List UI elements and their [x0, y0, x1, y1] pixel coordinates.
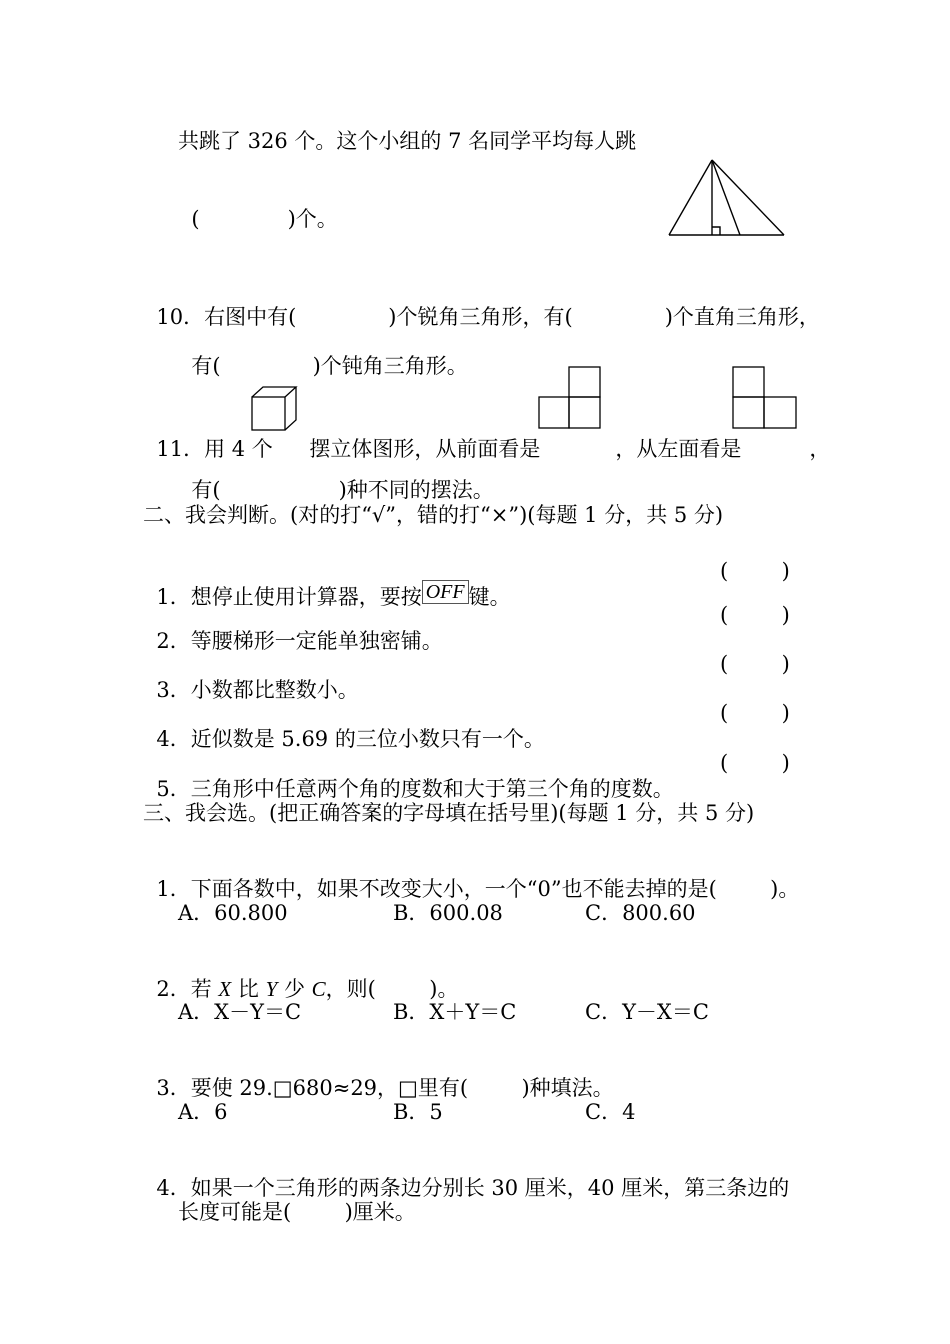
front-view-figure: [538, 366, 602, 430]
left-view-figure: [732, 366, 798, 430]
section-3-title: 三、我会选。(把正确答案的字母填在括号里)(每题 1 分，共 5 分): [143, 801, 755, 825]
judge-item-5-text: 三角形中任意两个角的度数和大于第三个角的度数。: [190, 777, 674, 801]
choice-q2-var-c: C: [311, 977, 326, 1001]
choice-q2-var-x: X: [218, 977, 232, 1001]
q11-text-3: ，从左面看是: [615, 437, 742, 461]
judge-item-1-number: 1．: [156, 585, 191, 609]
judge-item-2-text: 等腰梯形一定能单独密铺。: [190, 629, 443, 653]
q11-text-5: 有(: [191, 478, 221, 502]
q10-number: 10．: [156, 305, 205, 329]
choice-q1-option-b[interactable]: B．600.08: [393, 901, 503, 925]
choice-q4-text-1: 如果一个三角形的两条边分别长 30 厘米，40 厘米，第三条边的: [190, 1176, 790, 1200]
judge-item-5: [143, 750, 674, 802]
q9-line-1: 共跳了 326 个。这个小组的 7 名同学平均每人跳: [178, 129, 637, 153]
choice-q2: [143, 950, 458, 1002]
choice-q1: [143, 850, 799, 902]
choice-q3: [143, 1049, 614, 1101]
choice-q2-var-y: Y: [265, 977, 278, 1001]
judge-item-1-answer[interactable]: ( ): [720, 559, 790, 583]
judge-item-1-text-end: 键。: [468, 585, 511, 609]
right-angle-mark: [712, 227, 720, 235]
triangle-right-side: [712, 160, 784, 235]
judge-item-2-answer[interactable]: ( ): [720, 603, 790, 627]
triangle-figure: [668, 158, 786, 240]
choice-q2-text-4: ，则( )。: [325, 977, 459, 1001]
choice-q3-option-a[interactable]: A．6: [178, 1100, 228, 1124]
choice-q4: [143, 1149, 789, 1201]
choice-q3-number: 3．: [156, 1076, 191, 1100]
q9-paren-open: (: [191, 207, 200, 231]
choice-q3-option-c[interactable]: C．4: [585, 1100, 636, 1124]
choice-q4-line-2: 长度可能是( )厘米。: [178, 1200, 416, 1224]
cube-icon: [251, 386, 297, 432]
triangle-inner-line: [712, 160, 740, 235]
q9-line-2: [178, 180, 338, 232]
choice-q4-number: 4．: [156, 1176, 191, 1200]
choice-q2-text-2: 比: [231, 977, 266, 1001]
choice-q3-text: 要使 29.□680≈29，□里有( )种填法。: [190, 1076, 614, 1100]
q11-line-1d: [796, 410, 830, 462]
q11-text-1: 用 4 个: [204, 437, 273, 461]
q10-text-5: )个钝角三角形。: [312, 354, 468, 378]
q11-line-1c: [602, 410, 741, 462]
q9-paren-close: )个。: [287, 207, 338, 231]
choice-q2-option-a[interactable]: A．X－Y＝C: [178, 1000, 302, 1024]
q10-text-2: )个锐角三角形，有(: [388, 305, 573, 329]
choice-q2-number: 2．: [156, 977, 191, 1001]
q11-text-6: )种不同的摆法。: [338, 478, 494, 502]
choice-q2-option-c[interactable]: C．Y－X＝C: [585, 1000, 709, 1024]
choice-q2-text-3: 少: [277, 977, 312, 1001]
judge-item-2-number: 2．: [156, 629, 191, 653]
judge-item-5-answer[interactable]: ( ): [720, 751, 790, 775]
judge-item-1-text: 想停止使用计算器，要按: [190, 585, 422, 609]
q10-text-4: 有(: [191, 354, 221, 378]
off-key-icon: OFF: [422, 580, 469, 604]
judge-item-3-answer[interactable]: ( ): [720, 652, 790, 676]
judge-item-3-text: 小数都比整数小。: [190, 678, 359, 702]
judge-item-3-number: 3．: [156, 678, 191, 702]
judge-item-5-number: 5．: [156, 777, 191, 801]
judge-item-4-text: 近似数是 5.69 的三位小数只有一个。: [190, 727, 545, 751]
q11-line-2: [178, 451, 494, 503]
judge-item-4-answer[interactable]: ( ): [720, 701, 790, 725]
judge-item-4: [143, 700, 545, 752]
choice-q1-number: 1．: [156, 877, 191, 901]
judge-item-2: [143, 602, 443, 654]
triangle-left-side: [669, 160, 712, 235]
judge-item-3: [143, 651, 359, 703]
q10-text-1: 右图中有(: [204, 305, 297, 329]
judge-item-4-number: 4．: [156, 727, 191, 751]
choice-q1-option-c[interactable]: C．800.60: [585, 901, 696, 925]
choice-q1-text: 下面各数中，如果不改变大小，一个“0”也不能去掉的是( )。: [190, 877, 800, 901]
section-2-title: 二、我会判断。(对的打“√”，错的打“×”)(每题 1 分，共 5 分): [143, 503, 724, 527]
choice-q2-text-1: 若: [190, 977, 219, 1001]
choice-q3-option-b[interactable]: B．5: [393, 1100, 443, 1124]
q10-line-1: [143, 278, 820, 330]
q10-line-2: [178, 327, 468, 379]
choice-q1-option-a[interactable]: A．60.800: [178, 901, 288, 925]
q11-text-4: ，: [809, 437, 831, 461]
q11-text-2: 摆立体图形，从前面看是: [309, 437, 541, 461]
choice-q2-option-b[interactable]: B．X＋Y＝C: [393, 1000, 517, 1024]
q11-number: 11．: [156, 437, 205, 461]
q10-text-3: )个直角三角形，: [664, 305, 820, 329]
